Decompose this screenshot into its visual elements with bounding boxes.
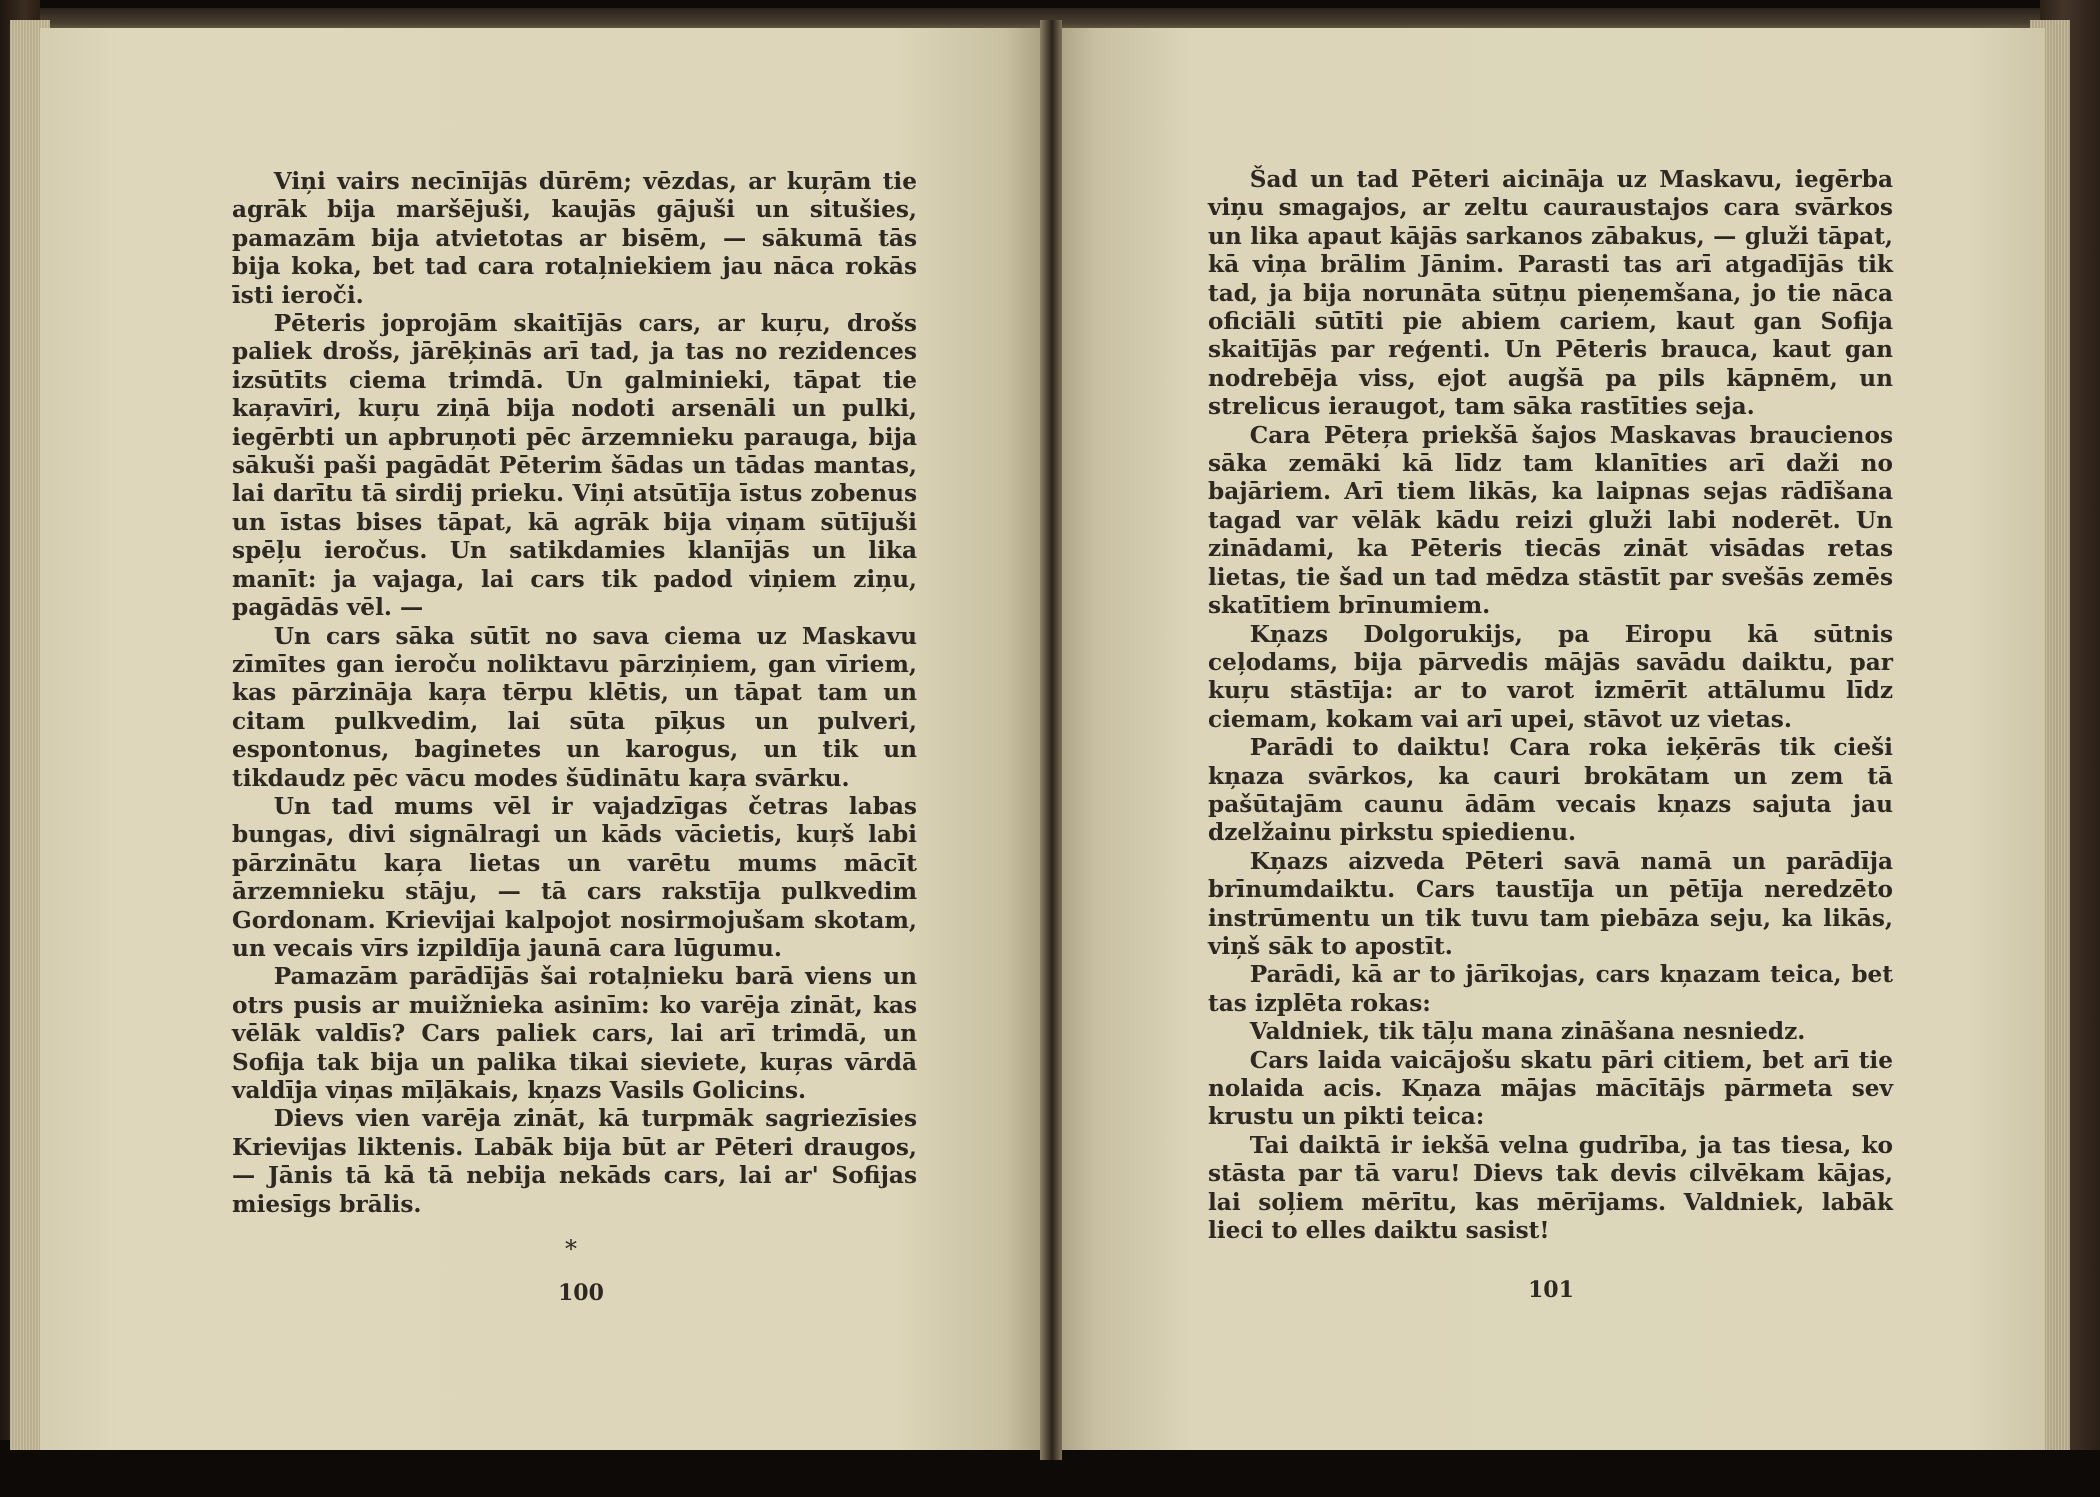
- paragraph: Dievs vien varēja zināt, kā turpmāk sagriezīsies Krievijas liktenis. Labāk bija būt ar Pēteri draugos, — Jānis tā kā tā nebija nekāds cars, lai ar' Sofijas miesīgs brālis.: [232, 1105, 917, 1218]
- page-number-left: 100: [558, 1280, 604, 1306]
- paragraph: Šad un tad Pēteri aicināja uz Maskavu, iegērba viņu smagajos, ar zeltu cauraustajos cara svārkos un lika apaut kājās sarkanos zābakus, — gluži tāpat, kā viņa brālim Jānim. Parasti tas arī atgadījās tik tad, ja bija norunāta sūtņu pieņemšana, jo tie nāca oficiāli sūtīti pie abiem cariem, kaut gan Sofija skaitījās par reģenti. Un Pēteris brauca, kaut gan nodrebēja viss, ejot augšā pa pils kāpnēm, un strelicus ieraugot, tam sāka rastīties seja.: [1208, 166, 1893, 421]
- paragraph: Pēteris joprojām skaitījās cars, ar kuŗu, drošs paliek drošs, jārēķinās arī tad, ja tas no rezidences izsūtīts ciema trimdā. Un galminieki, tāpat tie kaŗavīri, kuŗu ziņā bija nodoti arsenāli un pulki, iegērbti un apbruņoti pēc ārzemnieku parauga, bija sākuši paši pagādāt Pēterim šādas un tādas mantas, lai darītu tā sirdij prieku. Viņi atsūtīja īstus zobenus un īstas bises tāpat, kā agrāk bija viņam sūtījuši spēļu ieročus. Un satikdamies klanījās un lika manīt: ja vajaga, lai cars tik padod viņiem ziņu, pagādās vēl. —: [232, 310, 917, 622]
- page-number-right: 101: [1528, 1277, 1574, 1303]
- paragraph: Viņi vairs necīnījās dūrēm; vēzdas, ar kuŗām tie agrāk bija maršējuši, kaujās gājuši un situšies, pamazām bija atvietotas ar bisēm, — sākumā tās bija koka, bet tad cara rotaļniekiem jau nāca rokās īsti ieroči.: [232, 168, 917, 309]
- section-ornament: *: [565, 1235, 577, 1263]
- paragraph: Tai daiktā ir iekšā velna gudrība, ja tas tiesa, ko stāsta par tā varu! Dievs tak devis cilvēkam kājas, lai soļiem mērītu, kas mērījams. Valdniek, labāk lieci to elles daiktu sasist!: [1208, 1131, 1893, 1245]
- paragraph: Kņazs Dolgorukijs, pa Eiropu kā sūtnis ceļodams, bija pārvedis mājās savādu daiktu, par kuŗu stāstīja: ar to varot izmērīt attālumu līdz ciemam, kokam vai arī upei, stāvot uz vietas.: [1208, 620, 1893, 733]
- paragraph: Parādi, kā ar to jārīkojas, cars kņazam teica, bet tas izplēta rokas:: [1208, 961, 1893, 1017]
- paragraph: Cars laida vaicājošu skatu pāri citiem, bet arī tie nolaida acis. Kņaza mājas mācītājs pārmeta sev krustu un pikti teica:: [1208, 1046, 1893, 1131]
- paragraph: Cara Pēteŗa priekšā šajos Maskavas braucienos sāka zemāki kā līdz tam klanīties arī daži no bajāriem. Arī tiem likās, ka laipnas sejas rādīšana tagad var vēlāk kādu reizi gluži labi noderēt. Un zinādami, ka Pēteris tiecās zināt visādas retas lietas, tie šad un tad mēdza stāstīt par svešās zemēs skatītiem brīnumiem.: [1208, 421, 1893, 620]
- paragraph: Valdniek, tik tāļu mana zināšana nesniedz.: [1249, 1018, 1806, 1046]
- left-page-text: [232, 168, 917, 1219]
- paragraph: Un tad mums vēl ir vajadzīgas četras labas bungas, divi signālragi un kāds vācietis, kuŗš labi pārzinātu kaŗa lietas un varētu mums mācīt ārzemnieku stāju, — tā cars rakstīja pulkvedim Gordonam. Krievijai kalpojot nosirmojušam skotam, un vecais vīrs izpildīja jaunā cara lūgumu.: [232, 792, 917, 962]
- paragraph: Un cars sāka sūtīt no sava ciema uz Maskavu zīmītes gan ieroču noliktavu pārziņiem, gan vīriem, kas pārzināja kaŗa tērpu klētis, un tāpat tam un citam pulkvedim, lai sūta pīķus un pulveri, espontonus, baginetes un karogus, un tik un tikdaudz pēc vācu modes šūdinātu kaŗa svārku.: [232, 622, 917, 792]
- paragraph: Parādi to daiktu! Cara roka ieķērās tik cieši kņaza svārkos, ka cauri brokātam un zem tā pašūtajām caunu ādām vecais kņazs sajuta jau dzelžainu pirkstu spiedienu.: [1208, 734, 1893, 847]
- book-gutter: [1040, 20, 1062, 1460]
- paragraph: Pamazām parādījās šai rotaļnieku barā viens un otrs pusis ar muižnieka asinīm: ko varēja zināt, kas vēlāk valdīs? Cars paliek cars, lai arī trimdā, un Sofija tak bija un palika tikai sieviete, kuŗas vārdā valdīja viņas mīļākais, kņazs Vasils Golicins.: [232, 963, 917, 1104]
- right-page-text: [1208, 166, 1893, 1245]
- paragraph: Kņazs aizveda Pēteri savā namā un parādīja brīnumdaiktu. Cars taustīja un pētīja neredzēto instrūmentu un tik tuvu tam piebāza seju, ka likās, viņš sāk to apostīt.: [1208, 847, 1893, 960]
